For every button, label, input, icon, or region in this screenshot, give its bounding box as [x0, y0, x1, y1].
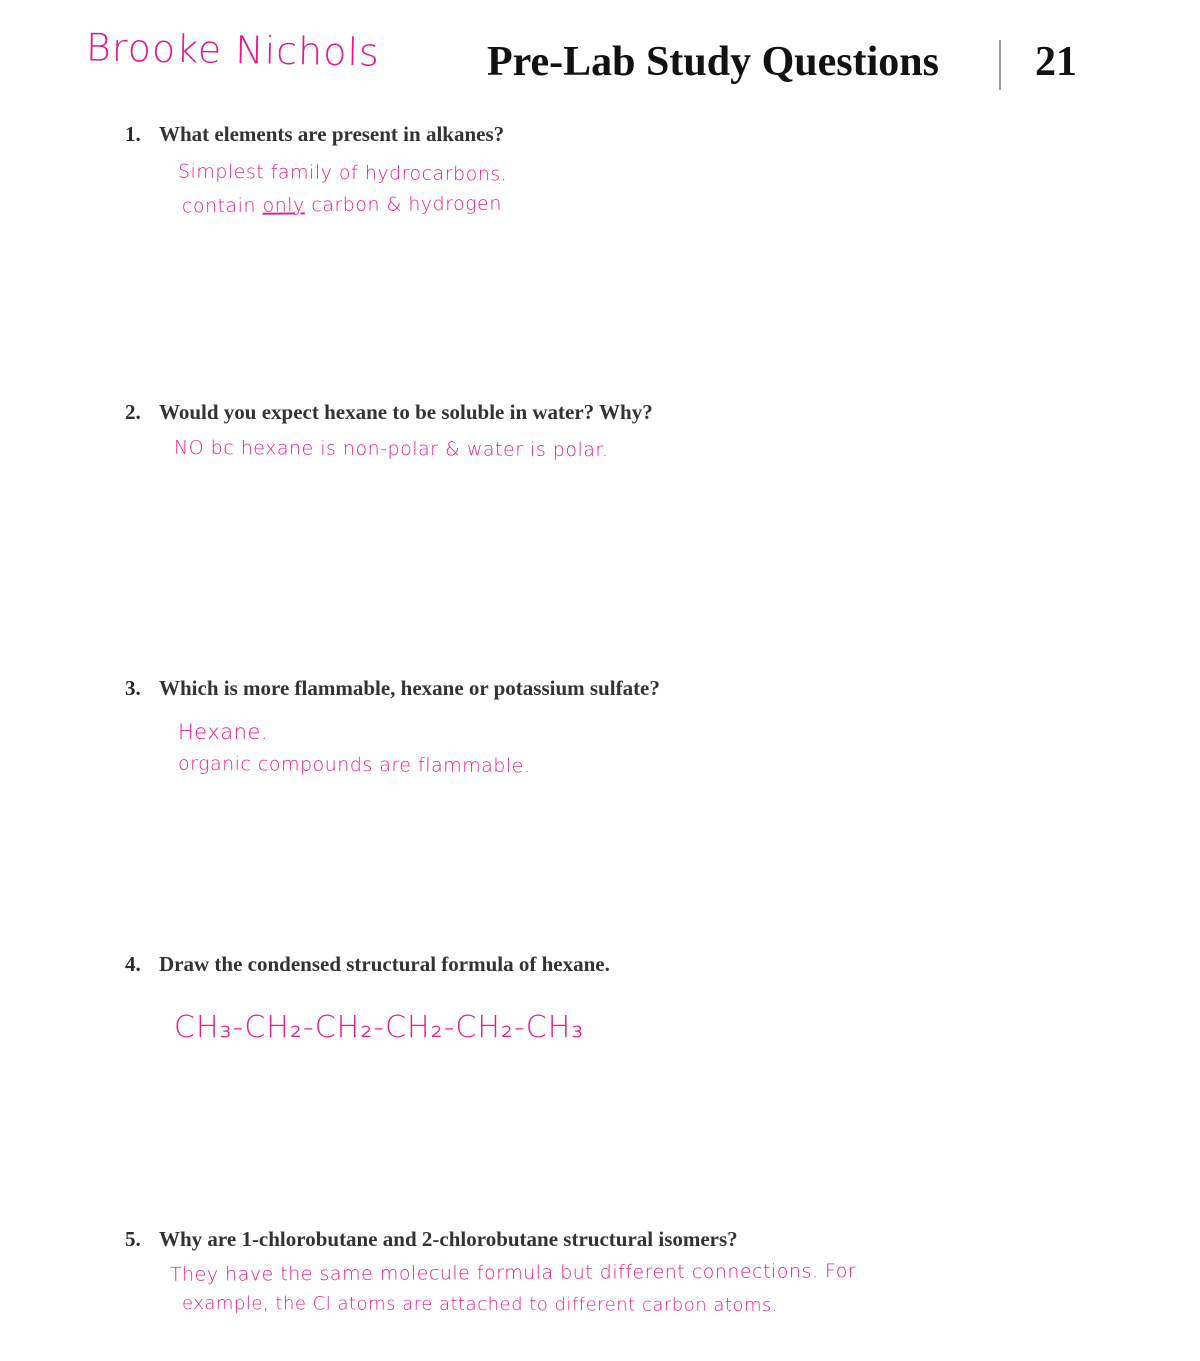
page-title: Pre-Lab Study Questions [487, 39, 939, 85]
question-text: Would you expect hexane to be soluble in water? Why? [159, 400, 653, 424]
question-number: 4. [125, 952, 141, 976]
question-number: 5. [125, 1227, 141, 1251]
answer-text: carbon & hydrogen [304, 192, 502, 217]
answer-emphasis: only [262, 194, 305, 217]
answer-5-line-2: example, the Cl atoms are attached to different carbon atoms. [181, 1292, 779, 1317]
title-divider [999, 40, 1001, 90]
answer-1-line-1: Simplest family of hydrocarbons. [177, 160, 508, 186]
answer-5-line-1: They have the same molecule formula but different connections. For [169, 1260, 857, 1286]
question-number: 1. [125, 122, 141, 146]
answer-1-line-2 [182, 193, 502, 218]
question-1 [125, 122, 504, 147]
answer-2-line-1: NO bc hexane is non-polar & water is polar. [173, 436, 609, 462]
question-text: What elements are present in alkanes? [159, 122, 505, 146]
question-text: Draw the condensed structural formula of hexane. [159, 952, 610, 976]
question-3 [125, 676, 660, 701]
question-5 [125, 1227, 738, 1252]
answer-4-formula: CH₃-CH₂-CH₂-CH₂-CH₂-CH₃ [174, 1010, 585, 1045]
question-text: Why are 1-chlorobutane and 2-chlorobutane structural isomers? [159, 1227, 738, 1251]
answer-text: contain [181, 194, 263, 218]
student-name: Brooke Nichols [85, 25, 381, 75]
question-text: Which is more flammable, hexane or potassium sulfate? [159, 676, 660, 700]
page-number: 21 [1035, 39, 1077, 85]
answer-3-line-2: organic compounds are flammable. [177, 752, 531, 778]
question-2 [125, 400, 653, 425]
question-4 [125, 952, 610, 977]
question-number: 3. [125, 676, 141, 700]
question-number: 2. [125, 400, 141, 424]
answer-3-line-1: Hexane. [178, 720, 269, 744]
